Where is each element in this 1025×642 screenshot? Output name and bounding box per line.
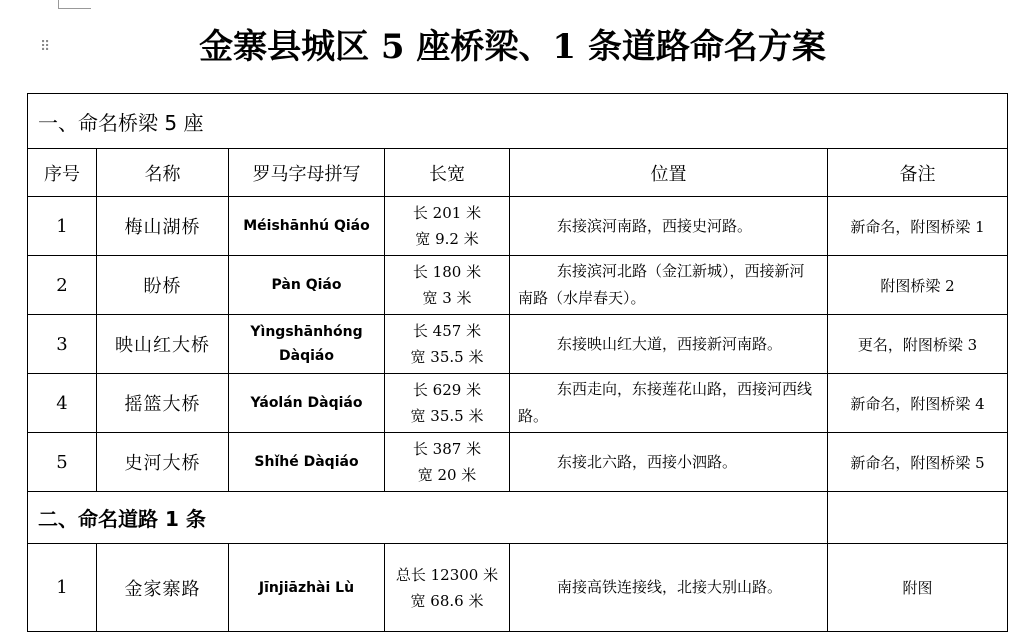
roman-spelling: Méishānhú Qiáo bbox=[229, 197, 385, 256]
location-text: 东接北六路，西接小泗路。 bbox=[510, 433, 828, 492]
roman-spelling: Shǐhé Dàqiáo bbox=[229, 433, 385, 492]
table-row bbox=[28, 374, 1008, 433]
row-number: 1 bbox=[28, 544, 97, 632]
row-number: 4 bbox=[28, 374, 97, 433]
roman-spelling: Yáolán Dàqiáo bbox=[229, 374, 385, 433]
size-cell bbox=[385, 197, 510, 256]
column-header-size: 长宽 bbox=[385, 149, 510, 197]
length-text: 长 457 米 bbox=[412, 322, 482, 340]
size-cell bbox=[385, 544, 510, 632]
row-number: 1 bbox=[28, 197, 97, 256]
note-text: 更名，附图桥梁 3 bbox=[828, 315, 1008, 374]
length-text: 长 201 米 bbox=[412, 204, 482, 222]
bridge-name: 梅山湖桥 bbox=[97, 197, 229, 256]
roman-spelling: Jīnjiāzhài Lù bbox=[229, 544, 385, 632]
size-cell bbox=[385, 433, 510, 492]
roman-spelling: Yìngshānhóng Dàqiáo bbox=[229, 315, 385, 374]
row-number: 5 bbox=[28, 433, 97, 492]
column-header-location: 位置 bbox=[510, 149, 828, 197]
table-row bbox=[28, 544, 1008, 632]
section-heading-bridges: 一、命名桥梁 5 座 bbox=[28, 94, 1008, 149]
length-text: 总长 12300 米 bbox=[395, 565, 499, 584]
table-row bbox=[28, 315, 1008, 374]
section-row-bridges bbox=[28, 94, 1008, 149]
width-text: 宽 35.5 米 bbox=[410, 407, 484, 425]
column-header-name: 名称 bbox=[97, 149, 229, 197]
size-cell bbox=[385, 374, 510, 433]
width-text: 宽 9.2 米 bbox=[415, 230, 479, 248]
bridge-name: 映山红大桥 bbox=[97, 315, 229, 374]
note-text: 附图桥梁 2 bbox=[828, 256, 1008, 315]
width-text: 宽 35.5 米 bbox=[410, 348, 484, 366]
note-text: 新命名，附图桥梁 4 bbox=[828, 374, 1008, 433]
document-title: 金寨县城区 5 座桥梁、1 条道路命名方案 bbox=[199, 27, 826, 67]
bridge-name: 史河大桥 bbox=[97, 433, 229, 492]
note-text: 新命名，附图桥梁 5 bbox=[828, 433, 1008, 492]
naming-table bbox=[27, 93, 1008, 632]
location-text: 东接滨河南路，西接史河路。 bbox=[510, 197, 828, 256]
section-row-roads bbox=[28, 492, 1008, 544]
width-text: 宽 68.6 米 bbox=[410, 591, 484, 610]
length-text: 长 180 米 bbox=[412, 263, 482, 281]
table-row bbox=[28, 256, 1008, 315]
note-text: 新命名，附图桥梁 1 bbox=[828, 197, 1008, 256]
row-number: 3 bbox=[28, 315, 97, 374]
table-header-row bbox=[28, 149, 1008, 197]
column-header-note: 备注 bbox=[828, 149, 1008, 197]
length-text: 长 629 米 bbox=[412, 381, 482, 399]
size-cell bbox=[385, 315, 510, 374]
location-text: 东接滨河北路（金江新城），西接新河南路（水岸春天）。 bbox=[510, 256, 828, 315]
road-name: 金家寨路 bbox=[97, 544, 229, 632]
table-row bbox=[28, 433, 1008, 492]
location-text: 东西走向，东接莲花山路，西接河西线路。 bbox=[510, 374, 828, 433]
location-text: 东接映山红大道，西接新河南路。 bbox=[510, 315, 828, 374]
column-header-roman: 罗马字母拼写 bbox=[229, 149, 385, 197]
length-text: 长 387 米 bbox=[412, 440, 482, 458]
bridge-name: 摇篮大桥 bbox=[97, 374, 229, 433]
roman-spelling: Pàn Qiáo bbox=[229, 256, 385, 315]
location-text: 南接高铁连接线，北接大别山路。 bbox=[510, 544, 828, 632]
note-text: 附图 bbox=[828, 544, 1008, 632]
column-header-no: 序号 bbox=[28, 149, 97, 197]
page-corner-mark bbox=[58, 0, 91, 9]
width-text: 宽 3 米 bbox=[422, 289, 472, 307]
table-row bbox=[28, 197, 1008, 256]
section-heading-roads: 二、命名道路 1 条 bbox=[28, 492, 828, 544]
row-number: 2 bbox=[28, 256, 97, 315]
size-cell bbox=[385, 256, 510, 315]
table-move-handle-icon[interactable]: ⠿ bbox=[40, 39, 50, 55]
bridge-name: 盼桥 bbox=[97, 256, 229, 315]
width-text: 宽 20 米 bbox=[417, 466, 477, 484]
empty-cell bbox=[828, 492, 1008, 544]
